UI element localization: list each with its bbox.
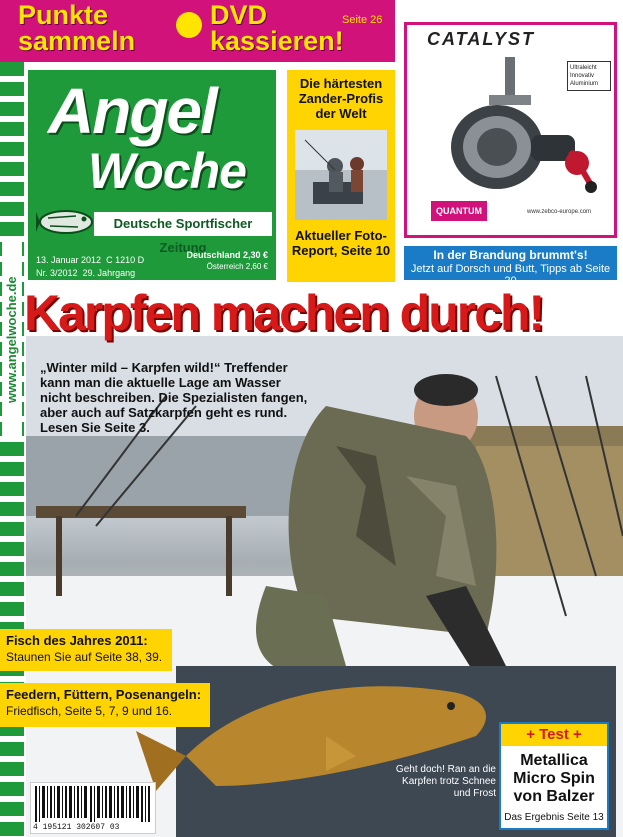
ad-url: www.zebco-europe.com [527, 209, 592, 215]
price-austria: Österreich 2,60 € [206, 262, 268, 271]
banner-dot-icon [176, 12, 202, 38]
test-box[interactable] [499, 722, 609, 830]
ad-brand: QUANTUM [431, 201, 487, 221]
logo-word-angel: Angel [48, 75, 216, 147]
box2-sub: Friedfisch, Seite 5, 7, 9 und 16. [6, 704, 173, 718]
banner-punkte: Punkte [18, 0, 109, 30]
logo-word-woche: Woche [88, 143, 246, 199]
photo-caption: Geht doch! Ran an die Karpfen trotz Schnee und Frost [395, 764, 496, 799]
barcode-bars-icon [35, 786, 151, 822]
box2-heading: Feedern, Füttern, Posenangeln: [6, 687, 202, 702]
zander-teaser[interactable] [287, 70, 395, 282]
main-headline[interactable]: Karpfen machen durch! [24, 285, 544, 341]
barcode [30, 782, 156, 834]
brandung-subtitle: Jetzt auf Dorsch und Butt, Tipps ab Seite 20 [410, 263, 611, 287]
issue-code: C 1210 D [106, 255, 145, 265]
banner-right-text [210, 2, 344, 54]
fishing-reel-icon [431, 55, 601, 205]
banner-left-text [18, 2, 135, 54]
test-header: + Test + [501, 724, 607, 746]
banner-sammeln: sammeln [18, 26, 136, 56]
zander-heading: Die härtesten Zander-Profis der Welt [298, 76, 384, 121]
test-body: Metallica Micro Spin von Balzer [513, 752, 595, 805]
box1-sub: Staunen Sie auf Seite 38, 39. [6, 650, 163, 664]
banner-dvd: DVD [210, 0, 268, 30]
spine-url[interactable]: www.angelwoche.de [2, 240, 22, 440]
masthead-logo[interactable] [28, 70, 276, 280]
issue-date: 13. Januar 2012 [36, 255, 102, 265]
box1-heading: Fisch des Jahres 2011: [6, 633, 148, 648]
feedern-box[interactable] [0, 683, 210, 727]
logo-subtitle: Deutsche Sportfischer Zeitung [94, 212, 272, 236]
barcode-digits: 4 195121 302607 03 [33, 823, 120, 832]
brandung-teaser[interactable] [404, 246, 617, 287]
fisch-des-jahres-box[interactable] [0, 629, 172, 671]
test-footer: Das Ergebnis Seite 13 [504, 812, 604, 823]
issue-date-line [36, 255, 144, 265]
reel-advertisement[interactable] [404, 22, 617, 238]
banner-kassieren: kassieren! [210, 26, 344, 56]
zander-photo [295, 130, 387, 220]
brandung-title: In der Brandung brummt's! [433, 248, 588, 262]
banner-page-ref: Seite 26 [342, 14, 383, 26]
ad-title: CATALYST [427, 29, 535, 49]
price-germany: Deutschland 2,30 € [186, 250, 268, 260]
issue-number-line [36, 268, 135, 278]
ad-note: Ultraleicht Innovativ Aluminium [567, 61, 611, 91]
zander-footer: Aktueller Foto-Report, Seite 10 [291, 228, 391, 258]
issue-volume: 29. Jahrgang [82, 268, 136, 278]
pike-fish-icon [36, 194, 96, 244]
top-banner[interactable] [0, 0, 395, 62]
issue-number: Nr. 3/2012 [36, 268, 78, 278]
intro-text: „Winter mild – Karpfen wild!“ Treffender kann man die aktuelle Lage am Wasser nicht beschreiben. Die Spezialisten fangen, aber auch auf Satzkarpfen geht es rund. Lesen Sie Seite 3. [40, 360, 308, 435]
